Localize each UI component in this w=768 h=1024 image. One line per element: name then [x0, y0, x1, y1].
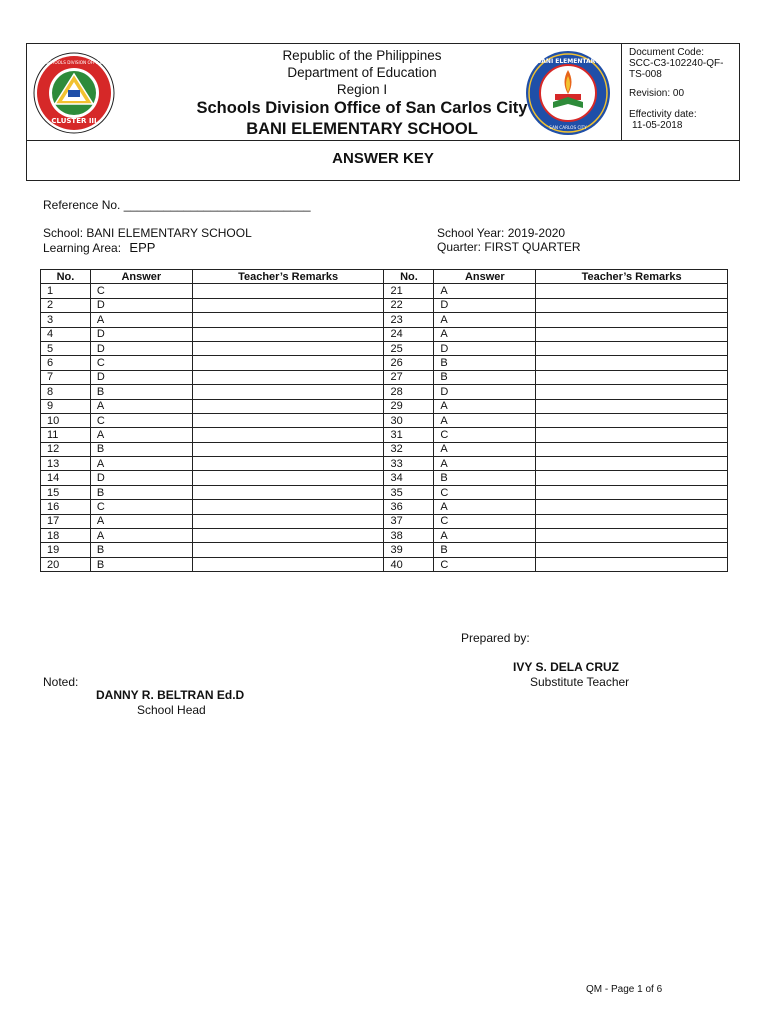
table-row	[41, 284, 728, 298]
row-answer: A	[90, 428, 192, 442]
effectivity-value: 11-05-2018	[632, 120, 683, 131]
row-remarks	[192, 514, 384, 528]
row-remarks	[192, 500, 384, 514]
row-no: 22	[384, 298, 434, 312]
row-remarks	[192, 442, 384, 456]
row-answer: D	[90, 327, 192, 341]
page-title: ANSWER KEY	[332, 150, 434, 167]
row-answer: A	[434, 327, 536, 341]
row-no: 10	[41, 413, 91, 427]
table-row	[41, 413, 728, 427]
row-answer: C	[434, 428, 536, 442]
svg-text:SAN CARLOS CITY: SAN CARLOS CITY	[549, 125, 587, 130]
table-row	[41, 442, 728, 456]
row-no: 5	[41, 341, 91, 355]
row-no: 6	[41, 356, 91, 370]
division-line: Schools Division Office of San Carlos City	[196, 99, 528, 117]
row-no: 16	[41, 500, 91, 514]
col-header-remarks-2: Teacher’s Remarks	[536, 270, 728, 284]
row-remarks	[192, 428, 384, 442]
row-answer: B	[434, 471, 536, 485]
row-no: 23	[384, 313, 434, 327]
department-line: Department of Education	[287, 65, 437, 80]
effectivity-label: Effectivity date:	[629, 109, 697, 120]
row-no: 3	[41, 313, 91, 327]
table-row	[41, 356, 728, 370]
table-row	[41, 485, 728, 499]
row-remarks	[536, 385, 728, 399]
row-answer: A	[434, 529, 536, 543]
row-remarks	[192, 298, 384, 312]
row-answer: B	[90, 385, 192, 399]
table-row	[41, 471, 728, 485]
row-remarks	[192, 370, 384, 384]
row-no: 34	[384, 471, 434, 485]
table-row	[41, 313, 728, 327]
doc-code-label: Document Code:	[629, 47, 705, 58]
svg-text:BANI ELEMENTARY: BANI ELEMENTARY	[536, 58, 600, 65]
row-answer: C	[90, 500, 192, 514]
col-header-no-2: No.	[384, 270, 434, 284]
row-remarks	[536, 399, 728, 413]
row-answer: B	[434, 370, 536, 384]
table-row	[41, 327, 728, 341]
row-answer: B	[90, 543, 192, 557]
row-no: 24	[384, 327, 434, 341]
col-header-answer-2: Answer	[434, 270, 536, 284]
revision: Revision: 00	[629, 88, 685, 99]
table-row	[41, 557, 728, 571]
svg-text:SCHOOLS DIVISION OFFICE: SCHOOLS DIVISION OFFICE	[45, 60, 103, 65]
school-head-name: DANNY R. BELTRAN Ed.D	[96, 688, 245, 702]
table-row	[41, 529, 728, 543]
answer-key-table	[40, 269, 728, 572]
doc-code-value: SCC-C3-102240-QF-	[629, 58, 724, 69]
row-remarks	[192, 313, 384, 327]
row-no: 29	[384, 399, 434, 413]
row-remarks	[536, 500, 728, 514]
document-info	[629, 47, 723, 131]
table-row	[41, 341, 728, 355]
table-row	[41, 543, 728, 557]
school-line: BANI ELEMENTARY SCHOOL	[246, 120, 478, 138]
table-row	[41, 514, 728, 528]
row-no: 9	[41, 399, 91, 413]
row-remarks	[192, 543, 384, 557]
row-remarks	[536, 471, 728, 485]
row-answer: A	[434, 500, 536, 514]
row-no: 17	[41, 514, 91, 528]
row-answer: A	[90, 514, 192, 528]
row-no: 7	[41, 370, 91, 384]
reference-no: Reference No. ____________________________	[43, 198, 311, 212]
table-row	[41, 370, 728, 384]
row-no: 35	[384, 485, 434, 499]
row-answer: C	[90, 413, 192, 427]
table-header-row	[41, 270, 728, 284]
row-remarks	[192, 485, 384, 499]
school-head-title: School Head	[137, 703, 206, 717]
row-answer: B	[90, 485, 192, 499]
row-answer: A	[90, 529, 192, 543]
row-remarks	[192, 341, 384, 355]
row-answer: B	[90, 442, 192, 456]
row-remarks	[536, 313, 728, 327]
row-answer: B	[434, 356, 536, 370]
row-remarks	[536, 341, 728, 355]
row-answer: D	[90, 471, 192, 485]
row-answer: C	[90, 356, 192, 370]
row-remarks	[192, 399, 384, 413]
table-row	[41, 399, 728, 413]
row-no: 8	[41, 385, 91, 399]
row-remarks	[536, 485, 728, 499]
learning-area-label: Learning Area:	[43, 241, 122, 255]
row-remarks	[536, 514, 728, 528]
row-remarks	[192, 471, 384, 485]
row-answer: C	[90, 284, 192, 298]
row-answer: A	[90, 313, 192, 327]
preparer-title: Substitute Teacher	[530, 675, 630, 689]
row-no: 14	[41, 471, 91, 485]
row-remarks	[536, 327, 728, 341]
school-field: School: BANI ELEMENTARY SCHOOL	[43, 226, 252, 240]
col-header-answer: Answer	[90, 270, 192, 284]
row-remarks	[536, 413, 728, 427]
row-answer: D	[434, 341, 536, 355]
quarter-field: Quarter: FIRST QUARTER	[437, 240, 581, 254]
preparer-name: IVY S. DELA CRUZ	[513, 660, 620, 674]
row-answer: A	[90, 457, 192, 471]
row-answer: C	[434, 485, 536, 499]
row-no: 26	[384, 356, 434, 370]
row-answer: D	[90, 341, 192, 355]
row-answer: A	[434, 442, 536, 456]
row-remarks	[536, 284, 728, 298]
table-row	[41, 457, 728, 471]
row-answer: D	[434, 298, 536, 312]
row-answer: A	[90, 399, 192, 413]
row-remarks	[192, 557, 384, 571]
row-answer: C	[434, 514, 536, 528]
row-answer: A	[434, 413, 536, 427]
row-answer: A	[434, 284, 536, 298]
row-remarks	[536, 457, 728, 471]
republic-line: Republic of the Philippines	[282, 48, 442, 63]
row-remarks	[192, 284, 384, 298]
row-no: 21	[384, 284, 434, 298]
row-no: 13	[41, 457, 91, 471]
row-answer: D	[434, 385, 536, 399]
row-remarks	[192, 356, 384, 370]
row-answer: B	[434, 543, 536, 557]
table-row	[41, 298, 728, 312]
row-answer: A	[434, 457, 536, 471]
row-remarks	[192, 413, 384, 427]
division-seal-logo	[33, 52, 115, 134]
row-answer: C	[434, 557, 536, 571]
row-no: 38	[384, 529, 434, 543]
row-no: 31	[384, 428, 434, 442]
row-no: 36	[384, 500, 434, 514]
seal-cluster-text: CLUSTER III	[51, 117, 97, 125]
row-no: 32	[384, 442, 434, 456]
row-no: 20	[41, 557, 91, 571]
table-row	[41, 428, 728, 442]
row-remarks	[536, 298, 728, 312]
row-no: 27	[384, 370, 434, 384]
row-answer: B	[90, 557, 192, 571]
region-line: Region I	[336, 82, 388, 97]
row-no: 1	[41, 284, 91, 298]
row-remarks	[192, 529, 384, 543]
row-no: 4	[41, 327, 91, 341]
row-remarks	[536, 428, 728, 442]
row-remarks	[192, 385, 384, 399]
row-remarks	[192, 327, 384, 341]
row-remarks	[192, 457, 384, 471]
school-year-field: School Year: 2019-2020	[437, 226, 566, 240]
col-header-remarks: Teacher’s Remarks	[192, 270, 384, 284]
row-no: 28	[384, 385, 434, 399]
row-no: 33	[384, 457, 434, 471]
row-answer: A	[434, 313, 536, 327]
row-remarks	[536, 557, 728, 571]
row-remarks	[536, 543, 728, 557]
row-no: 19	[41, 543, 91, 557]
row-no: 12	[41, 442, 91, 456]
row-no: 11	[41, 428, 91, 442]
row-answer: D	[90, 298, 192, 312]
row-no: 18	[41, 529, 91, 543]
prepared-by-label: Prepared by:	[461, 631, 530, 645]
row-remarks	[536, 529, 728, 543]
row-no: 15	[41, 485, 91, 499]
row-no: 37	[384, 514, 434, 528]
row-no: 25	[384, 341, 434, 355]
table-row	[41, 500, 728, 514]
row-remarks	[536, 370, 728, 384]
col-header-no: No.	[41, 270, 91, 284]
row-no: 39	[384, 543, 434, 557]
header-divider	[621, 44, 622, 140]
learning-area-value: EPP	[129, 240, 156, 255]
row-no: 30	[384, 413, 434, 427]
row-answer: A	[434, 399, 536, 413]
row-remarks	[536, 356, 728, 370]
page-footer: QM - Page 1 of 6	[586, 984, 663, 995]
row-answer: D	[90, 370, 192, 384]
school-seal-logo	[525, 50, 611, 136]
table-row	[41, 385, 728, 399]
row-no: 40	[384, 557, 434, 571]
row-no: 2	[41, 298, 91, 312]
learning-area-field	[43, 240, 155, 255]
noted-label: Noted:	[43, 675, 79, 689]
doc-code-value-cont: TS-008	[629, 69, 662, 80]
row-remarks	[536, 442, 728, 456]
document-header	[26, 43, 740, 181]
